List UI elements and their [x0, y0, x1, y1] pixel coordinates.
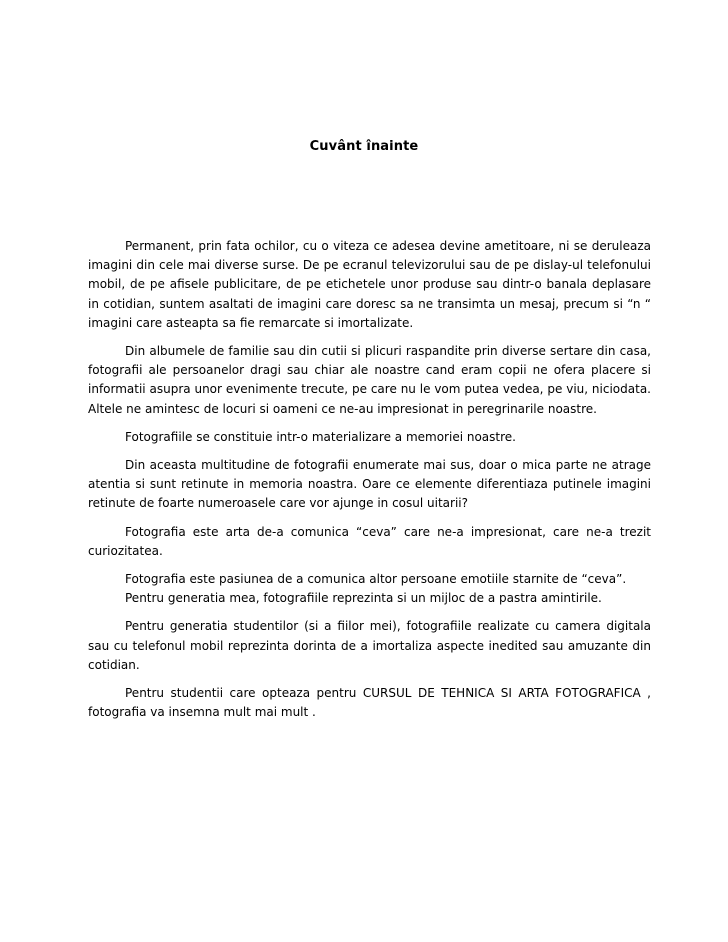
paragraph-9: Pentru studentii care opteaza pentru CURSUL DE TEHNICA SI ARTA FOTOGRAFICA , fotografia va insemna mult mai mult .: [88, 686, 651, 720]
paragraph-6: Fotografia este pasiunea de a comunica altor persoane emotiile starnite de “ceva”.: [125, 572, 627, 587]
paragraph-7: Pentru generatia mea, fotografiile reprezinta si un mijloc de a pastra amintirile.: [125, 591, 602, 606]
paragraph-5: Fotografia este arta de-a comunica “ceva” care ne-a impresionat, care ne-a trezit curiozitatea.: [88, 524, 651, 558]
paragraph-8: Pentru generatia studentilor (si a fiilor mei), fotografiile realizate cu camera digitala sau cu telefonul mobil reprezinta dorinta de a imortaliza aspecte inedited sau amuzante din cotidian.: [88, 619, 651, 672]
paragraph-1: Permanent, prin fata ochilor, cu o viteza ce adesea devine ametitoare, ni se deruleaza imagini din cele mai diverse surse. De pe ecranul televizorului sau de pe dislay-ul telefonului mobil, de pe afisele publicitare, de pe etichetele unor produse sau dintr-o banala deplasare in cotidian, suntem asaltati de imagini care doresc sa ne transimta un mesaj, precum si “n “ imagini care asteapta sa fie remarcate si imortalizate.: [88, 239, 651, 330]
paragraph-4: Din aceasta multitudine de fotografii enumerate mai sus, doar o mica parte ne atrage atentia si sunt retinute in memoria noastra. Oare ce elemente diferentiaza putinele imagini retinute de foarte numeroasele care vor ajunge in cosul uitarii?: [88, 458, 651, 511]
paragraph-2: Din albumele de familie sau din cutii si plicuri raspandite prin diverse sertare din casa, fotografii ale persoanelor dragi sau chiar ale noastre cand eram copii ne ofera placere si informatii asupra unor evenimente trecute, pe care nu le vom putea vedea, pe viu, niciodata. Altele ne amintesc de locuri si oameni ce ne-au impresionat in peregrinarile noastre.: [88, 344, 651, 416]
document-body: [88, 237, 651, 731]
page-title: Cuvânt înainte: [309, 139, 419, 154]
paragraph-3: Fotografiile se constituie intr-o materializare a memoriei noastre.: [125, 429, 516, 444]
